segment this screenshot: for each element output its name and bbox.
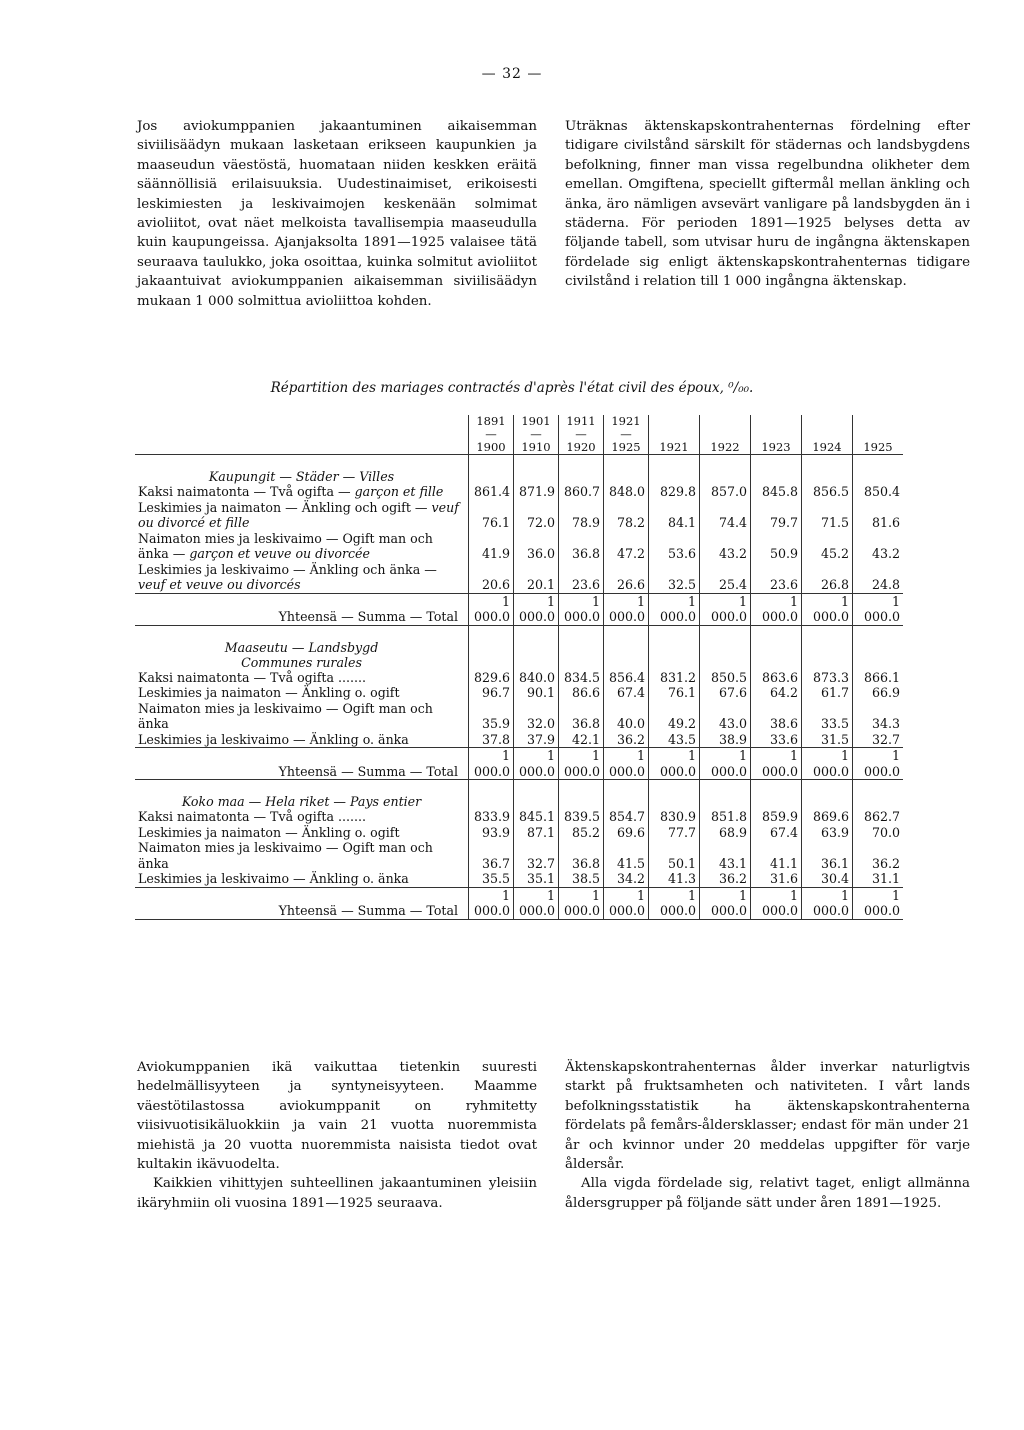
total-cell: 1 000.0 (853, 887, 904, 919)
table-cell: 47.2 (604, 531, 649, 562)
table-cell: 90.1 (514, 685, 559, 701)
row-label-text: Naimaton mies ja leskivaimo — Ogift man och änka — (138, 530, 433, 561)
total-cell: 1 000.0 (751, 887, 802, 919)
table-cell: 25.4 (700, 562, 751, 594)
table-cell: 45.2 (802, 531, 853, 562)
table-cell: 36.7 (469, 840, 514, 871)
empty-cell (802, 455, 853, 485)
total-row (135, 887, 903, 919)
row-label-french: garçon et veuve ou divorcée (189, 546, 370, 561)
total-cell: 1 000.0 (700, 748, 751, 780)
total-cell: 1 000.0 (853, 748, 904, 780)
table-cell: 31.6 (751, 871, 802, 887)
row-label-text: Leskimies ja naimaton — Änkling o. ogift (138, 685, 400, 700)
empty-cell (514, 780, 559, 810)
table-cell: 64.2 (751, 685, 802, 701)
total-label: Yhteensä — Summa — Total (135, 593, 469, 625)
row-label-text: Naimaton mies ja leskivaimo — Ogift man och änka (138, 700, 433, 731)
table-cell: 37.9 (514, 732, 559, 748)
table-cell: 67.6 (700, 685, 751, 701)
section-heading (135, 780, 469, 810)
empty-cell (751, 455, 802, 485)
table-cell: 831.2 (649, 670, 700, 686)
table-cell: 43.2 (700, 531, 751, 562)
table-row (135, 825, 903, 841)
table-row (135, 871, 903, 887)
paragraph: Jos aviokumppanien jakaantuminen aikaisemman siviilisäädyn mukaan lasketaan erikseen kaupunkien ja maaseudun väestöstä, huomataan niiden keskken eräitä säännöllisiä erilaisuuksia. Uudestinaimiset, erikoisesti leskimiesten ja leskivaimojen keskenään solmimat avioliitot, ovat näet melkoista tavallisempia maaseudulla kuin kaupungeissa. Ajanjaksolta 1891—1925 valaisee tätä seuraava taulukko, joka osoittaa, kuinka solmitut avioliitot jakaantuivat aviokumppanien aikaisemman siviilisäädyn mukaan 1 000 solmittua avioliittoa kohden. (137, 119, 537, 309)
table-cell: 848.0 (604, 484, 649, 500)
table-row (135, 732, 903, 748)
section-heading-row (135, 780, 903, 810)
statistics-table (135, 415, 903, 920)
table-cell: 850.4 (853, 484, 904, 500)
table-cell: 49.2 (649, 701, 700, 732)
total-cell: 1 000.0 (802, 887, 853, 919)
table-cell: 862.7 (853, 809, 904, 825)
table-cell: 36.2 (700, 871, 751, 887)
table-cell: 857.0 (700, 484, 751, 500)
table-cell: 869.6 (802, 809, 853, 825)
empty-cell (700, 455, 751, 485)
row-label (135, 484, 469, 500)
section-heading (135, 455, 469, 485)
table-cell: 38.5 (559, 871, 604, 887)
total-cell: 1 000.0 (802, 748, 853, 780)
table-cell: 79.7 (751, 500, 802, 531)
table-cell: 851.8 (700, 809, 751, 825)
row-label (135, 732, 469, 748)
empty-cell (604, 780, 649, 810)
empty-cell (514, 455, 559, 485)
row-label-text: Kaksi naimatonta — Två ogifta ....... (138, 809, 367, 824)
table-row (135, 670, 903, 686)
row-label (135, 685, 469, 701)
empty-cell (469, 625, 514, 670)
table-cell: 829.8 (649, 484, 700, 500)
section-heading-subtext: Communes rurales (241, 654, 362, 670)
table-cell: 31.5 (802, 732, 853, 748)
table-row (135, 809, 903, 825)
table-cell: 856.5 (802, 484, 853, 500)
row-label-text: Leskimies ja leskivaimo — Änkling o. änka (138, 731, 409, 747)
table-cell: 76.1 (649, 685, 700, 701)
total-cell: 1 000.0 (604, 593, 649, 625)
table-cell: 24.8 (853, 562, 904, 594)
table-row (135, 685, 903, 701)
total-cell: 1 000.0 (649, 887, 700, 919)
table-cell: 78.2 (604, 500, 649, 531)
table-cell: 70.0 (853, 825, 904, 841)
table-cell: 36.2 (604, 732, 649, 748)
table-cell: 36.2 (853, 840, 904, 871)
row-label-text: Leskimies ja leskivaimo — Änkling och änka — (138, 561, 437, 577)
table-cell: 32.7 (853, 732, 904, 748)
empty-cell (700, 625, 751, 670)
table-cell: 42.1 (559, 732, 604, 748)
table-cell: 69.6 (604, 825, 649, 841)
table-cell: 32.7 (514, 840, 559, 871)
header-row (135, 415, 903, 455)
table-cell: 41.9 (469, 531, 514, 562)
table-cell: 833.9 (469, 809, 514, 825)
table-cell: 839.5 (559, 809, 604, 825)
table-cell: 38.9 (700, 732, 751, 748)
header-blank (135, 415, 469, 455)
row-label (135, 871, 469, 887)
bottom-left-text (137, 1058, 537, 1213)
table-cell: 873.3 (802, 670, 853, 686)
row-label (135, 825, 469, 841)
table-cell: 871.9 (514, 484, 559, 500)
table-cell: 76.1 (469, 500, 514, 531)
table-row (135, 562, 903, 594)
table-cell: 71.5 (802, 500, 853, 531)
table-cell: 43.5 (649, 732, 700, 748)
empty-cell (853, 455, 904, 485)
table-cell: 84.1 (649, 500, 700, 531)
empty-cell (751, 625, 802, 670)
table-cell: 32.0 (514, 701, 559, 732)
table-cell: 87.1 (514, 825, 559, 841)
top-left-text (137, 117, 537, 311)
empty-cell (802, 780, 853, 810)
row-label (135, 670, 469, 686)
empty-cell (751, 780, 802, 810)
row-label-french: veuf et veuve ou divorcés (138, 577, 301, 592)
table-cell: 36.1 (802, 840, 853, 871)
table-cell: 34.2 (604, 871, 649, 887)
table-cell: 41.5 (604, 840, 649, 871)
page-number: — 32 — (481, 66, 543, 82)
table-cell: 38.6 (751, 701, 802, 732)
table-cell: 36.8 (559, 531, 604, 562)
section-heading-text: Kaupungit — Städer — Villes (208, 469, 395, 484)
table-cell: 43.1 (700, 840, 751, 871)
paragraph: Uträknas äktenskapskontrahenternas fördelning efter tidigare civilstånd särskilt för städernas och landsbygdens befolkning, finner man vissa regelbundna olikheter dem emellan. Omgiftena, speciellt giftermål mellan änkling och änka, äro nämligen avsevärt vanligare på landsbygden än i städerna. För perioden 1891—1925 belyses detta av följande tabell, som utvisar huru de ingångna äktenskapen fördelade sig enligt äktenskapskontrahenternas tidigare civilstånd i relation till 1 000 ingångna äktenskap. (565, 119, 970, 290)
table-cell: 35.5 (469, 871, 514, 887)
col-header: 1911— 1920 (559, 415, 604, 455)
table-cell: 86.6 (559, 685, 604, 701)
table-cell: 96.7 (469, 685, 514, 701)
total-cell: 1 000.0 (514, 887, 559, 919)
statistics-table-wrapper (135, 415, 903, 920)
table-cell: 23.6 (751, 562, 802, 594)
table-cell: 23.6 (559, 562, 604, 594)
table-cell: 61.7 (802, 685, 853, 701)
table-cell: 854.7 (604, 809, 649, 825)
table-cell: 834.5 (559, 670, 604, 686)
row-label (135, 701, 469, 732)
paragraph: Kaikkien vihittyjen suhteellinen jakaantuminen yleisiin ikäryhmiin oli vuosina 1891—1925 seuraava. (137, 1176, 537, 1211)
table-cell: 20.6 (469, 562, 514, 594)
total-label: Yhteensä — Summa — Total (135, 748, 469, 780)
row-label-text: Kaksi naimatonta — Två ogifta — (138, 484, 355, 499)
table-cell: 31.1 (853, 871, 904, 887)
total-cell: 1 000.0 (514, 593, 559, 625)
table-cell: 93.9 (469, 825, 514, 841)
col-header: 1901— 1910 (514, 415, 559, 455)
empty-cell (604, 455, 649, 485)
table-title: Répartition des mariages contractés d'après l'état civil des époux, ⁰/₀₀. (270, 380, 754, 396)
col-header: 1922 (700, 415, 751, 455)
row-label (135, 809, 469, 825)
total-cell: 1 000.0 (751, 593, 802, 625)
table-cell: 53.6 (649, 531, 700, 562)
total-cell: 1 000.0 (802, 593, 853, 625)
total-row (135, 593, 903, 625)
table-cell: 43.2 (853, 531, 904, 562)
empty-cell (469, 780, 514, 810)
table-cell: 850.5 (700, 670, 751, 686)
table-cell: 30.4 (802, 871, 853, 887)
row-label-text: Naimaton mies ja leskivaimo — Ogift man och änka (138, 840, 433, 871)
empty-cell (853, 625, 904, 670)
row-label-text: Leskimies ja leskivaimo — Änkling o. änka (138, 871, 409, 886)
table-cell: 66.9 (853, 685, 904, 701)
table-cell: 67.4 (751, 825, 802, 841)
total-cell: 1 000.0 (853, 593, 904, 625)
col-header: 1924 (802, 415, 853, 455)
section-heading-row (135, 625, 903, 670)
table-cell: 72.0 (514, 500, 559, 531)
total-cell: 1 000.0 (559, 593, 604, 625)
table-cell: 36.8 (559, 840, 604, 871)
row-label-text: Leskimies ja naimaton — Änkling o. ogift (138, 824, 400, 840)
table-cell: 840.0 (514, 670, 559, 686)
table-cell: 35.9 (469, 701, 514, 732)
empty-cell (604, 625, 649, 670)
row-label (135, 840, 469, 871)
empty-cell (649, 625, 700, 670)
table-cell: 77.7 (649, 825, 700, 841)
paragraph: Aviokumppanien ikä vaikuttaa tietenkin suuresti hedelmällisyyteen ja syntyneisyyteen. Maamme väestötilastossa aviokumppanit on ryhmitetty viisivuotisikäluokkiin ja vain 21 vuotta nuoremmista miehistä ja 20 vuotta nuoremmista naisista tiedot ovat kultakin ikävuodelta. (137, 1060, 537, 1173)
empty-cell (559, 625, 604, 670)
section-heading-row (135, 455, 903, 485)
table-cell: 856.4 (604, 670, 649, 686)
table-cell: 78.9 (559, 500, 604, 531)
total-cell: 1 000.0 (514, 748, 559, 780)
table-cell: 26.6 (604, 562, 649, 594)
empty-cell (649, 455, 700, 485)
table-cell: 36.0 (514, 531, 559, 562)
table-cell: 20.1 (514, 562, 559, 594)
total-cell: 1 000.0 (469, 748, 514, 780)
table-cell: 36.8 (559, 701, 604, 732)
total-row (135, 748, 903, 780)
table-cell: 26.8 (802, 562, 853, 594)
table-cell: 830.9 (649, 809, 700, 825)
table-cell: 33.5 (802, 701, 853, 732)
empty-cell (853, 780, 904, 810)
row-label (135, 562, 469, 594)
col-header: 1891— 1900 (469, 415, 514, 455)
table-cell: 860.7 (559, 484, 604, 500)
total-cell: 1 000.0 (751, 748, 802, 780)
table-cell: 845.1 (514, 809, 559, 825)
col-header: 1921 (649, 415, 700, 455)
table-cell: 34.3 (853, 701, 904, 732)
total-label: Yhteensä — Summa — Total (135, 887, 469, 919)
table-cell: 63.9 (802, 825, 853, 841)
table-cell: 85.2 (559, 825, 604, 841)
row-label (135, 531, 469, 562)
table-cell: 35.1 (514, 871, 559, 887)
table-cell: 41.1 (751, 840, 802, 871)
empty-cell (559, 455, 604, 485)
section-heading-text: Maaseutu — Landsbygd (224, 639, 379, 655)
row-label-text: Kaksi naimatonta — Två ogifta ....... (138, 669, 367, 685)
row-label-french: veuf ou divorcé et fille (138, 499, 459, 530)
empty-cell (802, 625, 853, 670)
table-cell: 866.1 (853, 670, 904, 686)
col-header: 1925 (853, 415, 904, 455)
row-label-french: garçon et fille (354, 484, 444, 499)
table-row (135, 531, 903, 562)
empty-cell (649, 780, 700, 810)
table-cell: 68.9 (700, 825, 751, 841)
empty-cell (514, 625, 559, 670)
total-cell: 1 000.0 (604, 748, 649, 780)
empty-cell (469, 455, 514, 485)
total-cell: 1 000.0 (700, 593, 751, 625)
table-cell: 32.5 (649, 562, 700, 594)
row-label-text: Leskimies ja naimaton — Änkling och ogift — (138, 499, 432, 515)
table-cell: 41.3 (649, 871, 700, 887)
table-cell: 33.6 (751, 732, 802, 748)
bottom-right-text (565, 1058, 970, 1213)
table-row (135, 484, 903, 500)
table-cell: 861.4 (469, 484, 514, 500)
paragraph: Alla vigda fördelade sig, relativt taget, enligt allmänna åldersgrupper på följande sätt under åren 1891—1925. (565, 1176, 970, 1211)
section-heading-text: Koko maa — Hela riket — Pays entier (181, 794, 422, 809)
col-header: 1921— 1925 (604, 415, 649, 455)
row-label (135, 500, 469, 531)
col-header: 1923 (751, 415, 802, 455)
total-cell: 1 000.0 (649, 593, 700, 625)
table-cell: 50.9 (751, 531, 802, 562)
total-cell: 1 000.0 (469, 887, 514, 919)
table-cell: 40.0 (604, 701, 649, 732)
total-cell: 1 000.0 (559, 887, 604, 919)
table-cell: 50.1 (649, 840, 700, 871)
paragraph: Äktenskapskontrahenternas ålder inverkar naturligtvis starkt på fruktsamheten och nativiteten. I vårt lands befolkningsstatistik ha äktenskapskontrahenterna fördelats på femårs-åldersklasser; endast för män under 21 år och kvinnor under 20 meddelas uppgifter för varje åldersår. (565, 1060, 970, 1173)
table-cell: 863.6 (751, 670, 802, 686)
table-cell: 43.0 (700, 701, 751, 732)
table-row (135, 701, 903, 732)
table-cell: 81.6 (853, 500, 904, 531)
total-cell: 1 000.0 (559, 748, 604, 780)
table-cell: 37.8 (469, 732, 514, 748)
total-cell: 1 000.0 (700, 887, 751, 919)
section-heading (135, 625, 469, 670)
table-cell: 829.6 (469, 670, 514, 686)
total-cell: 1 000.0 (649, 748, 700, 780)
table-cell: 859.9 (751, 809, 802, 825)
total-cell: 1 000.0 (604, 887, 649, 919)
table-cell: 74.4 (700, 500, 751, 531)
table-row (135, 840, 903, 871)
empty-cell (559, 780, 604, 810)
table-row (135, 500, 903, 531)
top-right-text (565, 117, 970, 292)
table-cell: 67.4 (604, 685, 649, 701)
empty-cell (700, 780, 751, 810)
total-cell: 1 000.0 (469, 593, 514, 625)
table-cell: 845.8 (751, 484, 802, 500)
